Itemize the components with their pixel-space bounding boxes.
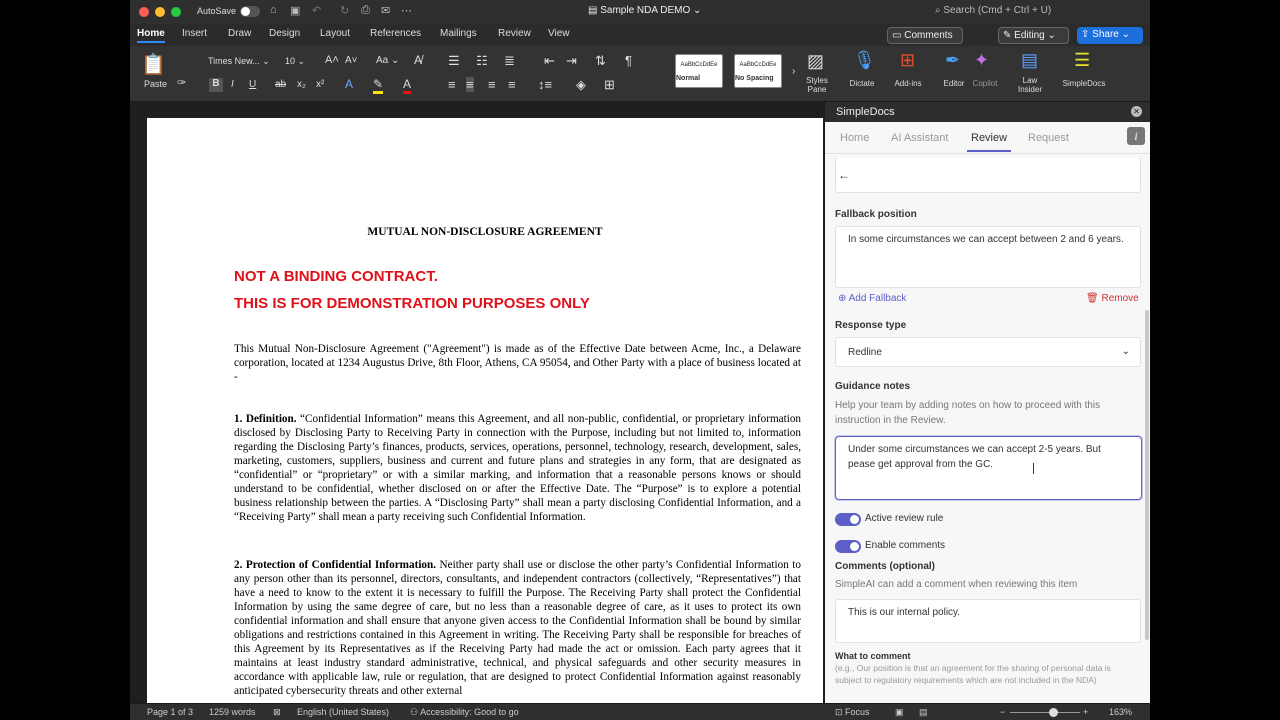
zoom-slider-handle[interactable] [1049,708,1058,717]
tab-mailings[interactable]: Mailings [440,28,477,39]
page-count[interactable]: Page 1 of 3 [147,707,194,717]
zoom-in-icon[interactable]: + [1083,707,1089,717]
pane-title: SimpleDocs [836,106,895,118]
add-fallback-label: Add Fallback [848,293,907,304]
style-no-spacing-preview: AaBbCcDdEe [739,62,777,68]
italic-icon[interactable]: I [231,79,234,90]
microphone-icon[interactable]: 🎙 [853,50,876,70]
document-title[interactable]: ▤ Sample NDA DEMO ⌄ [588,5,702,16]
align-left-icon[interactable]: ≡ [448,77,456,92]
ribbon-toolbar [130,46,1150,102]
pane-tab-home[interactable]: Home [840,132,870,144]
autosave-toggle[interactable] [240,6,260,17]
mail-icon[interactable]: ✉ [381,5,391,17]
tab-insert[interactable]: Insert [182,28,208,39]
focus-button[interactable]: ⊡ Focus [835,707,870,717]
grow-font-icon[interactable]: A˄ [325,54,339,66]
disclaimer-line-2: THIS IS FOR DEMONSTRATION PURPOSES ONLY [234,295,590,312]
style-normal-label: Normal [676,75,701,82]
autosave-label: AutoSave [197,6,237,16]
comments-optional-label: Comments (optional) [835,561,935,572]
superscript-icon[interactable]: x² [316,79,325,90]
styles-more-icon[interactable]: › [792,66,796,77]
font-color-icon[interactable]: A [403,77,411,94]
comments-textarea[interactable]: This is our internal policy. [835,599,1141,643]
simpledocs-pane [824,102,1150,703]
shading-icon[interactable]: ◈ [576,77,586,92]
pane-tab-ai-assistant[interactable]: AI Assistant [891,132,949,144]
underline-icon[interactable]: U [249,79,257,90]
clear-format-icon[interactable]: A̸ [414,53,423,67]
share-button[interactable]: ⇪ Share ⌄ [1077,27,1143,44]
law-insider-label: Law Insider [1017,76,1042,94]
protection-heading: 2. Protection of Confidential Information. [234,559,437,571]
decrease-indent-icon[interactable]: ⇤ [544,53,555,68]
multilevel-list-icon[interactable]: ≣ [504,53,515,68]
font-size-dropdown[interactable]: 10 ⌄ [285,56,306,66]
active-review-rule-label: Active review rule [865,513,944,524]
document-title-text: Sample NDA DEMO [600,5,691,16]
bullets-icon[interactable]: ☰ [448,53,460,68]
add-ins-label: Add-ins [894,79,922,88]
language-status[interactable]: English (United States) [297,707,390,717]
numbering-icon[interactable]: ☷ [476,53,488,68]
tabs-divider [825,153,1150,154]
copilot-label: Copilot [972,79,998,88]
status-bar [130,703,1150,720]
response-type-select[interactable] [835,337,1141,367]
editing-button-label: Editing [1014,30,1045,41]
title-bar [130,0,1150,24]
law-insider-icon[interactable]: ▤ [1021,50,1039,70]
paste-label: Paste [144,79,168,89]
undo-icon[interactable]: ↶ [312,5,322,17]
share-button-label: Share [1092,29,1119,40]
search-box[interactable]: ⌕ Search (Cmd + Ctrl + U) [935,5,1052,16]
styles-pane-label: Styles Pane [806,76,828,94]
guidance-notes-help: Help your team by adding notes on how to proceed with this instruction in the Review. [835,400,1101,426]
format-painter-icon[interactable]: ✑ [177,77,187,89]
tab-view[interactable]: View [548,28,570,39]
simpledocs-icon[interactable]: ☰ [1074,50,1091,70]
protection-paragraph [234,558,801,698]
disclaimer-line-1: NOT A BINDING CONTRACT. [234,268,438,285]
protection-body: Neither party shall use or disclose the other party’s Confidential Information to any person other than its personnel, directors, consultants, and independent contractors (collectively, “Representatives”) that have a need to know to the extent it is necessary to fulfill the Purpose. The Receiving Party shall protect the Confidential Information by using the same degree of care, but no less than a reasonable degree of care, as it uses to protect its own confidential information and shall ensure that anyone given access to the Confidential Information shall be bound by similar obligations and restrictions contained in this Agreement in writing. The Receiving Party shall be responsible for breaches of this Agreement by its Representatives as if the Receiving Party had made the act or omission. Each party agrees that it maintains at least industry standard administrative, technical, and physical safeguards and other security measures in accordance with applicable law, rule or regulation, that are designed to protect Confidential Information against reasonably anticipated cybersecurity threats and other external [234,559,802,697]
comments-help: SimpleAI can add a comment when reviewing this item [835,579,1078,590]
text-cursor [1033,463,1034,474]
intro-paragraph: This Mutual Non-Disclosure Agreement ("Agreement") is made as of the Effective Date between Acme, Inc., a Delaware corporation, located at 1234 Augustus Drive, 8th Floor, Athens, CA 95054, and Other Party with a place of business located at - [234,343,801,383]
text-effects-icon[interactable]: A [345,77,354,91]
font-name-value: Times New... [208,56,260,66]
editing-button[interactable]: ✎ Editing ⌄ [998,27,1069,44]
paragraph-marks-icon[interactable]: ¶ [625,53,632,68]
styles-pane-icon[interactable]: ▨ [807,51,825,71]
word-window [130,0,1150,720]
print-icon[interactable]: ⎙ [361,4,370,16]
font-name-dropdown[interactable]: Times New... ⌄ [208,56,270,66]
back-arrow-icon[interactable]: ← [838,168,850,182]
align-right-icon[interactable]: ≡ [488,77,496,92]
accessibility-status[interactable]: ⚇ Accessibility: Good to go [410,707,519,717]
style-normal-preview: AaBbCcDdEe [680,62,718,68]
definition-body: “Confidential Information” means this Agreement, and all non-public, confidential, or proprietary information disclosed by Disclosing Party to Receiving Party in connection with the Purpose, including but not limited to, information regarding the Disclosing Party’s finances, products, services, operations, personnel, technology, research, development, sales, marketing, customers, suppliers, business and current and future plans and strategies in any form, that are designated as “confidential” or “proprietary” or with a similar marking, and information that a reasonable persons knows or should understand to be confidential, whether disclosed on or after the Effective Date. The “Purpose” is to explore a potential business relationship between the parties. A “Disclosing Party” shall mean a party disclosing Confidential Information, and a “Receiving Party” shall mean a party receiving such Confidential Information. [234,413,802,523]
increase-indent-icon[interactable]: ⇥ [566,53,577,68]
search-placeholder: Search (Cmd + Ctrl + U) [943,5,1052,16]
remove-button[interactable]: 🗑 Remove [1086,293,1139,304]
pane-header [825,102,1150,122]
pane-scrollbar[interactable] [1145,310,1149,640]
chevron-down-icon: ⌄ [1121,346,1130,357]
guidance-notes-label: Guidance notes [835,381,911,392]
zoom-slider[interactable] [1010,712,1080,713]
clipboard-icon[interactable]: 📋 [141,54,166,76]
shrink-font-icon[interactable]: A˅ [345,55,358,66]
editor-icon[interactable]: ✒ [945,50,961,70]
print-layout-icon[interactable]: ▣ [895,707,904,717]
zoom-level[interactable]: 163% [1109,707,1133,717]
strikethrough-icon[interactable]: ab [275,79,287,90]
tab-home[interactable]: Home [137,28,165,39]
subscript-icon[interactable]: x₂ [297,79,306,90]
tab-review[interactable]: Review [498,28,531,39]
copilot-icon[interactable]: ✦ [974,50,990,70]
doc-heading: MUTUAL NON-DISCLOSURE AGREEMENT [367,226,603,238]
proofing-icon[interactable]: ⊠ [273,707,281,717]
more-icon[interactable]: ⋯ [401,5,412,17]
remove-label: Remove [1101,293,1139,304]
response-type-label: Response type [835,320,907,331]
redo-icon[interactable]: ↻ [340,5,350,17]
add-ins-icon[interactable]: ⊞ [900,50,916,70]
what-to-comment-help: (e.g., Our position is that an agreement for the sharing of personal data is subject to regulatory requirements which are not included in the NDA) [835,663,1111,685]
save-icon[interactable]: ▣ [290,5,301,17]
fallback-textarea[interactable]: In some circumstances we can accept between 2 and 6 years. [835,226,1141,288]
align-center-icon[interactable]: ≡ [466,77,474,92]
dictate-label: Dictate [849,79,875,88]
pane-tab-request[interactable]: Request [1028,132,1069,144]
comments-button[interactable]: ▭ Comments [887,27,963,44]
close-window-button[interactable] [139,7,149,17]
definition-paragraph [234,412,801,524]
accessibility-text: Accessibility: Good to go [420,707,519,717]
web-layout-icon[interactable]: ▤ [919,707,928,717]
guidance-notes-textarea[interactable]: Under some circumstances we can accept 2-5 years. But pease get approval from the GC. [835,436,1142,500]
comments-button-label: Comments [904,30,953,41]
justify-icon[interactable]: ≡ [508,77,516,92]
document-canvas [130,102,824,703]
sort-icon[interactable]: ⇅ [595,53,606,68]
info-icon[interactable]: i [1127,127,1145,145]
home-icon[interactable]: ⌂ [270,4,277,16]
font-size-value: 10 [285,56,296,66]
highlight-icon[interactable]: ✎ [373,77,383,94]
active-review-rule-toggle[interactable] [835,513,861,526]
line-spacing-icon[interactable]: ↕≡ [538,77,553,92]
previous-field[interactable] [835,158,1141,193]
close-pane-icon[interactable]: ✕ [1131,106,1142,117]
editor-label: Editor [943,79,965,88]
enable-comments-toggle[interactable] [835,540,861,553]
fallback-label: Fallback position [835,209,917,220]
style-no-spacing-label: No Spacing [735,75,774,82]
enable-comments-label: Enable comments [865,540,946,551]
word-count[interactable]: 1259 words [209,707,256,717]
style-normal[interactable] [675,54,723,88]
zoom-out-icon[interactable]: − [1000,707,1006,717]
response-type-value: Redline [848,347,882,358]
tab-design[interactable]: Design [269,28,301,39]
tab-draw[interactable]: Draw [228,28,252,39]
style-no-spacing[interactable] [734,54,782,88]
change-case-icon[interactable]: Aa ⌄ [376,55,400,66]
document-page[interactable] [147,118,823,718]
bold-icon[interactable]: B [209,78,223,92]
simpledocs-content [825,122,1150,703]
tab-references[interactable]: References [370,28,422,39]
simpledocs-label: SimpleDocs [1062,79,1106,88]
definition-heading: 1. Definition. [234,413,297,425]
pane-tab-review[interactable]: Review [971,132,1008,144]
ribbon-tabs [130,24,1150,46]
tab-layout[interactable]: Layout [320,28,351,39]
focus-label: Focus [845,707,870,717]
maximize-window-button[interactable] [171,7,181,17]
add-fallback-button[interactable]: ⊕ Add Fallback [838,293,907,304]
minimize-window-button[interactable] [155,7,165,17]
what-to-comment-label: What to comment [835,651,911,661]
borders-icon[interactable]: ⊞ [604,77,615,92]
